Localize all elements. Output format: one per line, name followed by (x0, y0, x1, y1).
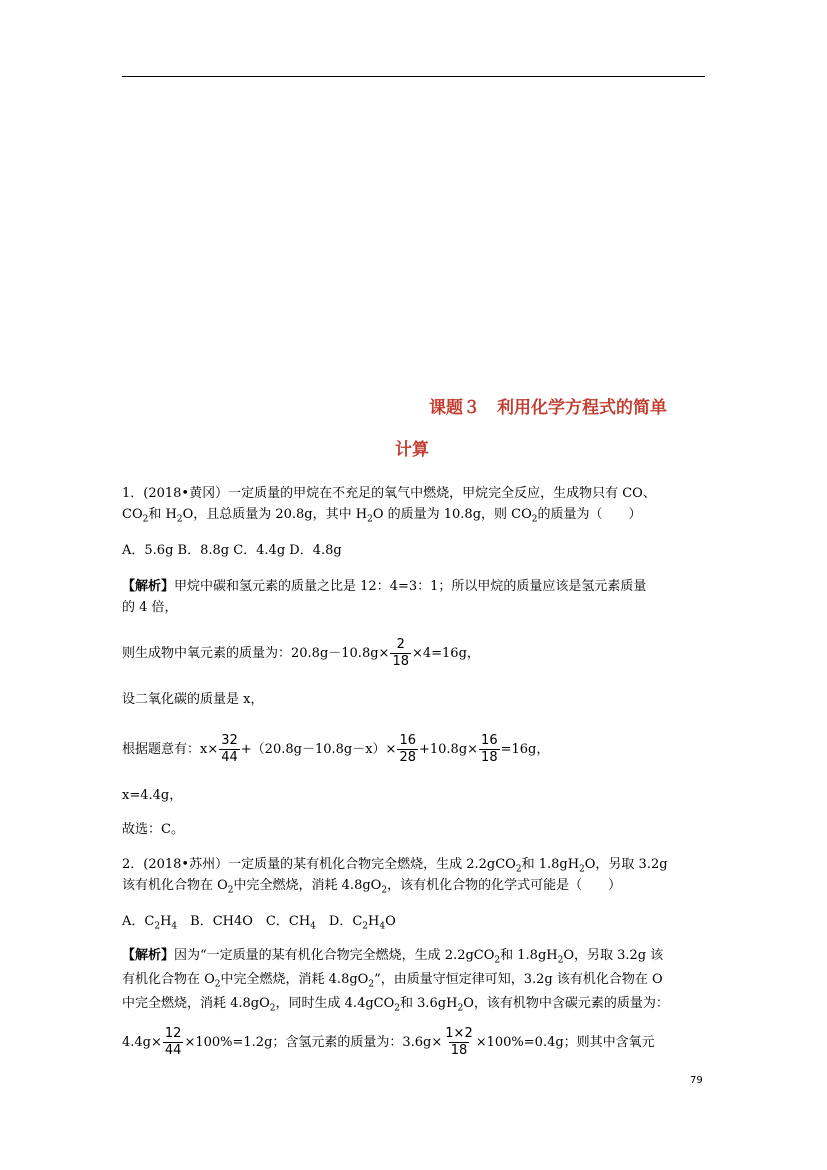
page-number: 79 (690, 1075, 703, 1086)
a2-line-4: 4.4g× $\frac{12}{44}$ ×100%=1.2g；含氢元素的质量为：3.6g× $\frac{1\times 2}{18}$ ×100%=0.4g；则其中含氧元 (122, 1026, 655, 1058)
a1-line-3: 则生成物中氧元素的质量为：20.8g－10.8g× $\frac{2}{18}$ ×4=16g， (122, 637, 480, 669)
page-title: 课题３ 利用化学方程式的简单 (429, 398, 667, 418)
q2-line-1: 2．(2018•苏州）一定质量的某有机化合物完全燃烧，生成 2.2gCO$_2$和 $1.8gH_2O$，另取 3.2g (122, 857, 668, 875)
q1-line-1: 1．(2018•黄冈）一定质量的甲烷在不充足的氧气中燃烧，甲烷完全反应，生成物只有 CO、 (122, 486, 656, 501)
a2-line-1: 【解析】因为“一定质量的某有机化合物完全燃烧，生成 2.2gCO$_2$和 $1.8gH_2O$，另取 3.2g 该 (122, 948, 664, 966)
page-title-continued: 计算 (395, 440, 429, 460)
a1-line-7: 故选：C。 (122, 822, 184, 837)
a1-line-6: x=4.4g， (122, 788, 183, 803)
a2-line-2: 有机化合物在 $O_2$中完全燃烧，消耗 $4.8gO_2$”，由质量守恒定律可知，3.2g 该有机化合物在 O (122, 972, 663, 990)
q2-line-2: 该有机化合物在 $O_2$中完全燃烧，消耗 $4.8gO_2$，该有机化合物的化学式可能是（ ） (122, 878, 622, 896)
q1-line-2: $CO_2$和 $H_2O$，且总质量为 20.8g，其中 $H_2O$ 的质量为 10.8g，则 $CO_2$的质量为（ ） (122, 507, 642, 525)
fraction: $\frac{16}{18}$ (481, 733, 498, 765)
fraction: $\frac{2}{18}$ (392, 637, 409, 669)
fraction: $\frac{16}{28}$ (399, 733, 416, 765)
a1-line-2: 的 4 倍， (122, 600, 178, 615)
fraction: $\frac{32}{44}$ (221, 733, 238, 765)
q2-options: A．$C_2H_4$ B．CH4O C．$CH_4$ D．$C_2H_4O$ (122, 914, 396, 932)
fraction: $\frac{12}{44}$ (164, 1026, 182, 1058)
a1-line-4: 设二氧化碳的质量是 x， (122, 692, 264, 707)
header-rule (122, 76, 705, 77)
a2-line-3: 中完全燃烧，消耗 $4.8gO_2$，同时生成 4.4gCO$_2$和 $3.6gH_2O$，该有机物中含碳元素的质量为： (122, 996, 669, 1014)
fraction: $\frac{1\times 2}{18}$ (445, 1026, 473, 1058)
a1-line-5: 根据题意有：x× $\frac{32}{44}$ +（20.8g－10.8g－x）× $\frac{16}{28}$ +10.8g× $\frac{16}{18}$ =16g， (122, 733, 550, 765)
q1-options: A．5.6g B．8.8g C．4.4g D．4.8g (122, 543, 342, 558)
a1-line-1: 【解析】甲烷中碳和氢元素的质量之比是 12：4=3：1；所以甲烷的质量应该是氢元素质量 (122, 579, 647, 594)
